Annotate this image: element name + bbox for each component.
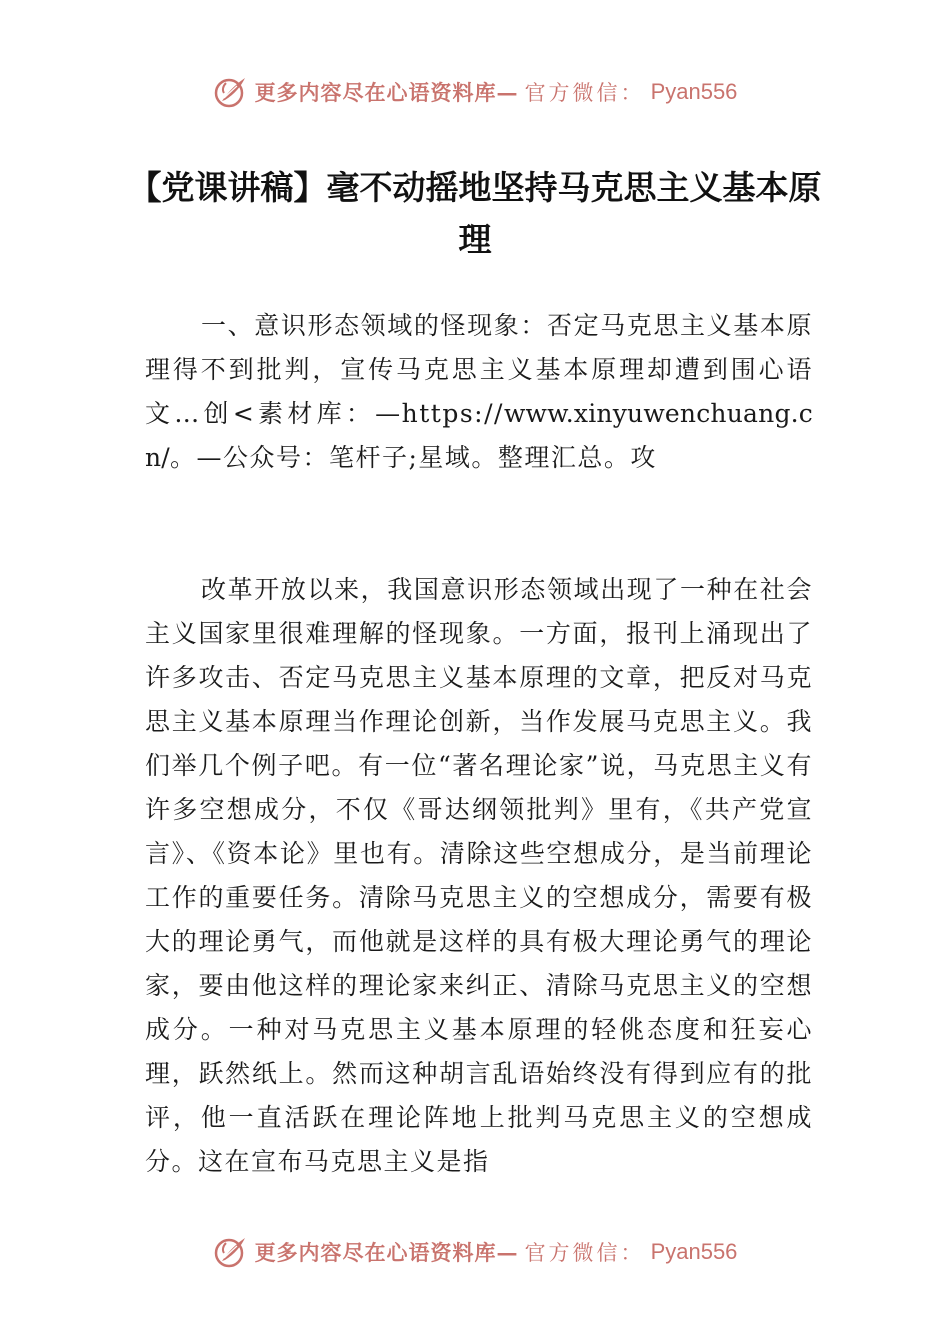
- banner-slogan: 更多内容尽在心语资料库—: [254, 80, 519, 105]
- paragraph-1-suffix: 。—公众号：笔杆子;星域。整理汇总。攻: [169, 443, 657, 472]
- footer-watermark-banner: [0, 1230, 950, 1274]
- banner-wechat-id: Pyan556: [650, 1239, 738, 1264]
- paragraph-1: [145, 304, 813, 480]
- document-title: 【党课讲稿】毫不动摇地坚持马克思主义基本原理: [128, 168, 822, 259]
- quill-logo-icon: [213, 1234, 249, 1270]
- banner-wechat-id: Pyan556: [650, 79, 738, 104]
- header-watermark-banner: [0, 70, 950, 114]
- quill-logo-icon: [213, 74, 249, 110]
- source-url-link[interactable]: www.xinyuwenchuang.cn/: [145, 399, 813, 472]
- banner-wechat-label: 官方微信：: [524, 81, 645, 105]
- paragraph-1-text: 一、意识形态领域的怪现象：否定马克思主义基本原理得不到批判，宣传马克思主义基本原理却遭到围心语文…创<素材库：—https://: [145, 311, 813, 428]
- paragraph-2: 改革开放以来，我国意识形态领域出现了一种在社会主义国家里很难理解的怪现象。一方面，报刊上涌现出了许多攻击、否定马克思主义基本原理的文章，把反对马克思主义基本原理当作理论创新，当作发展马克思主义。我们举几个例子吧。有一位“著名理论家”说，马克思主义有许多空想成分，不仅《哥达纲领批判》里有，《共产党宣言》、《资本论》里也有。清除这些空想成分，是当前理论工作的重要任务。清除马克思主义的空想成分，需要有极大的理论勇气，而他就是这样的具有极大理论勇气的理论家，要由他这样的理论家来纠正、清除马克思主义的空想成分。一种对马克思主义基本原理的轻佻态度和狂妄心理，跃然纸上。然而这种胡言乱语始终没有得到应有的批评，他一直活跃在理论阵地上批判马克思主义的空想成分。这在宣布马克思主义是指: [145, 575, 813, 1176]
- banner-slogan: 更多内容尽在心语资料库—: [254, 1240, 519, 1265]
- banner-wechat-label: 官方微信：: [524, 1241, 645, 1265]
